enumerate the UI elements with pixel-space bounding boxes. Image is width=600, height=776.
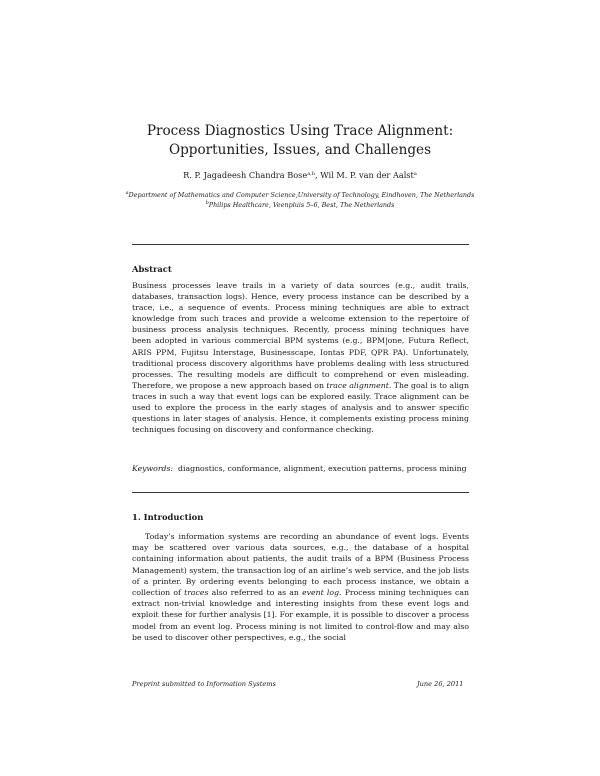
affiliation-b-text: Philips Healthcare, Veenpluis 5–6, Best, The Netherlands: [208, 200, 395, 209]
author-1-affil-marks: a,b: [307, 171, 315, 177]
author-separator: ,: [314, 170, 321, 180]
affiliation-a: [118, 191, 482, 201]
introduction-text: [132, 531, 469, 643]
footer-preprint-note: Preprint submitted to Information Systems: [132, 680, 276, 688]
footer-date: June 26, 2011: [417, 680, 464, 688]
affiliations: [118, 191, 482, 211]
abstract-part-1: Business processes leave trails in a variety of data sources (e.g., audit trails, databases, transaction logs). Hence, every process instance can be described by a trace, i.e., a sequence of events. Process mining techniques are able to extract knowledge from such traces and provide a welcome extension to the repertoire of business process analysis techniques. Recently, process mining techniques have been adopted in various commercial BPM systems (e.g., BPM|one, Futura Reflect, ARIS PPM, Fujitsu Interstage, Businesscape, Iontas PDF, QPR PA). Unfortunately, traditional process discovery algorithms have problems dealing with less structured processes. The resulting models are difficult to comprehend or even misleading. Therefore, we propose a new approach based on: [132, 281, 469, 390]
intro-part-2: also referred to as an: [208, 588, 303, 598]
abstract-emphasis-trace-alignment: trace alignment: [326, 380, 389, 390]
author-2: Wil M. P. van der Aalst: [320, 170, 414, 180]
intro-part-1: Today’s information systems are recording an abundance of event logs. Events may be scattered over various data sources, e.g., the database of a hospital containing information about patients, the audit trails of a BPM (Business Process Management) system, the transaction log of an airline’s web service, and the job lists of a printer. By ordering events belonging to each process instance, we obtain a collection of: [132, 532, 470, 598]
title-line-1: Process Diagnostics Using Trace Alignment:: [146, 123, 454, 139]
section-heading-introduction: 1. Introduction: [132, 512, 204, 522]
intro-emphasis-event-log: event log: [302, 588, 340, 598]
affiliation-a-text: Department of Mathematics and Computer Science,University of Technology, Eindhoven, The Netherlands: [128, 191, 475, 199]
intro-part-3: . Process mining techniques can extract non-trivial knowledge and interesting insights from these event logs and exploit these for further analysis [1]. For example, it is possible to discover a process model from an event log. Process mining is not limited to control-flow and may also be used to discover other perspectives, e.g., the social: [132, 588, 469, 642]
author-1: R. P. Jagadeesh Chandra Bose: [183, 170, 308, 180]
abstract-top-rule: [132, 244, 469, 245]
keywords-text: diagnostics, conformance, alignment, execution patterns, process mining: [178, 464, 467, 473]
keywords: [132, 463, 469, 474]
intro-emphasis-traces: traces: [184, 588, 209, 598]
title-line-2: Opportunities, Issues, and Challenges: [168, 142, 432, 158]
author-list: [100, 170, 500, 180]
author-2-affil-marks: a: [413, 171, 417, 177]
affiliation-a-mark: a: [125, 190, 129, 196]
abstract-bottom-rule: [132, 492, 469, 493]
paper-title: [100, 122, 500, 160]
abstract-part-2: . The goal is to align traces in such a way that event logs can be explored easily. Trace alignment can be used to explore the process in the early stages of analysis and to answer specific questions in later stages of analysis. Hence, it complements existing process mining techniques focusing on discovery and conformance checking.: [132, 380, 469, 435]
abstract-text: [132, 280, 469, 435]
abstract-heading: Abstract: [132, 264, 172, 274]
keywords-label: Keywords:: [132, 464, 174, 473]
affiliation-b: [118, 201, 482, 211]
affiliation-b-mark: b: [205, 199, 209, 206]
